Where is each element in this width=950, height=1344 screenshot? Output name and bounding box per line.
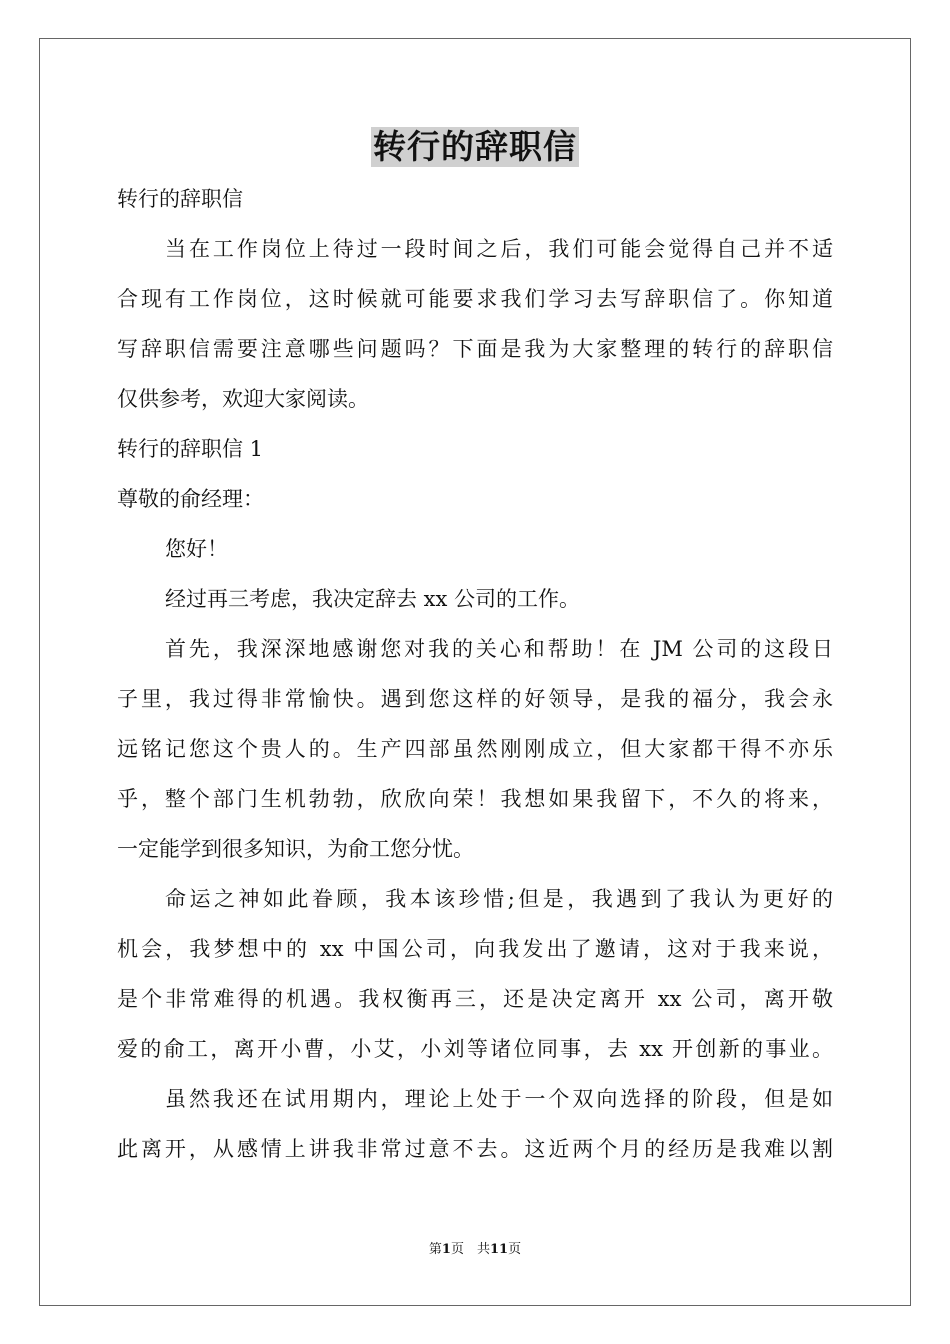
text-line: 合现有工作岗位，这时候就可能要求我们学习去写辞职信了。你知道 (117, 287, 833, 311)
text-line: 一定能学到很多知识，为俞工您分忧。 (117, 837, 474, 861)
current-page-number: 1 (441, 1242, 451, 1257)
text-line: 仅供参考，欢迎大家阅读。 (117, 387, 369, 411)
text-line: 转行的辞职信 (117, 187, 243, 211)
text-line: 乎，整个部门生机勃勃，欣欣向荣！我想如果我留下，不久的将来， (117, 787, 833, 811)
text-line: 爱的俞工，离开小曹，小艾，小刘等诸位同事，去 xx 开创新的事业。 (117, 1037, 833, 1061)
footer-suffix: 页 (508, 1242, 522, 1257)
footer-mid: 页 共 (450, 1242, 490, 1257)
text-line: 转行的辞职信 1 (117, 437, 264, 461)
text-line: 命运之神如此眷顾，我本该珍惜;但是，我遇到了我认为更好的 (165, 887, 833, 911)
page-footer (0, 1240, 950, 1260)
text-line: 尊敬的俞经理： (117, 487, 264, 511)
document-body (117, 174, 833, 1174)
text-line: 远铭记您这个贵人的。生产四部虽然刚刚成立，但大家都干得不亦乐 (117, 737, 833, 761)
text-line: 虽然我还在试用期内，理论上处于一个双向选择的阶段，但是如 (165, 1087, 833, 1111)
footer-prefix: 第 (428, 1242, 442, 1257)
text-line: 机会，我梦想中的 xx 中国公司，向我发出了邀请，这对于我来说， (117, 937, 833, 961)
text-line: 首先，我深深地感谢您对我的关心和帮助！在 JM 公司的这段日 (165, 637, 833, 661)
total-page-count: 11 (489, 1242, 509, 1257)
document-title: 转行的辞职信 (373, 127, 577, 166)
text-line: 子里，我过得非常愉快。遇到您这样的好领导，是我的福分，我会永 (117, 687, 833, 711)
text-line: 写辞职信需要注意哪些问题吗？下面是我为大家整理的转行的辞职信 (117, 337, 833, 361)
title-container (0, 127, 950, 167)
text-line: 当在工作岗位上待过一段时间之后，我们可能会觉得自己并不适 (165, 237, 833, 261)
text-line: 经过再三考虑，我决定辞去 xx 公司的工作。 (165, 587, 581, 611)
text-line: 此离开，从感情上讲我非常过意不去。这近两个月的经历是我难以割 (117, 1137, 833, 1161)
text-line: 是个非常难得的机遇。我权衡再三，还是决定离开 xx 公司，离开敬 (117, 987, 833, 1011)
text-line: 您好！ (165, 537, 228, 561)
